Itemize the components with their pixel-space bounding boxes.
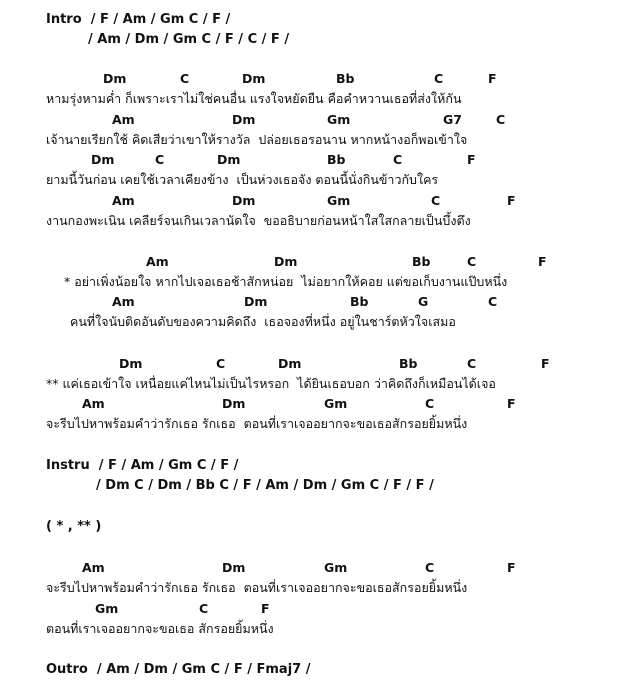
chorus-chord-line-1 bbox=[0, 355, 620, 373]
chord-symbol: Dm bbox=[242, 71, 266, 86]
chord-symbol: C bbox=[216, 356, 226, 371]
chord-symbol: Bb bbox=[336, 71, 355, 86]
chord-symbol: F bbox=[488, 71, 497, 86]
chord-symbol: Dm bbox=[222, 396, 246, 411]
repeat-marker: ( * , ** ) bbox=[46, 519, 102, 534]
instru-line-2: / Dm C / Dm / Bb C / F / Am / Dm / Gm C / F / F / bbox=[96, 478, 434, 493]
chord-symbol: Bb bbox=[350, 294, 369, 309]
chorus-chord-line-2 bbox=[0, 395, 620, 413]
chord-symbol: Dm bbox=[217, 152, 241, 167]
chord-symbol: G bbox=[418, 294, 429, 309]
ending-lyric-line-2: ตอนที่เราเจออยากจะขอเธอ สักรอยยิ้มหนึ่ง bbox=[46, 621, 274, 636]
ending-chord-line-1 bbox=[0, 559, 620, 577]
chord-symbol: Dm bbox=[119, 356, 143, 371]
chorus-lyric-line-2: จะรีบไปหาพร้อมคำว่ารักเธอ รักเธอ ตอนที่เราเจออยากจะขอเธอสักรอยยิ้มหนึ่ง bbox=[46, 416, 468, 431]
chord-symbol: Dm bbox=[232, 193, 256, 208]
chord-symbol: Gm bbox=[95, 601, 119, 616]
chord-symbol: Dm bbox=[278, 356, 302, 371]
chord-symbol: Am bbox=[112, 112, 135, 127]
chord-symbol: C bbox=[431, 193, 441, 208]
chord-symbol: Bb bbox=[399, 356, 418, 371]
chord-symbol: Dm bbox=[103, 71, 127, 86]
chord-symbol: Dm bbox=[232, 112, 256, 127]
chord-symbol: F bbox=[507, 396, 516, 411]
chord-symbol: C bbox=[180, 71, 190, 86]
ending-lyric-line-1: จะรีบไปหาพร้อมคำว่ารักเธอ รักเธอ ตอนที่เราเจออยากจะขอเธอสักรอยยิ้มหนึ่ง bbox=[46, 580, 468, 595]
chord-symbol: C bbox=[155, 152, 165, 167]
chord-symbol: C bbox=[488, 294, 498, 309]
pre-chorus-lyric-line-2: คนที่ใจนับติดอันดับของความคิดถึง เธอจองที่หนึ่ง อยู่ในชาร์ตหัวใจเสมอ bbox=[70, 314, 456, 329]
chord-symbol: Gm bbox=[327, 112, 351, 127]
chord-symbol: C bbox=[496, 112, 506, 127]
intro-line-1: Intro / F / Am / Gm C / F / bbox=[46, 12, 231, 27]
chord-symbol: C bbox=[199, 601, 209, 616]
chord-symbol: Bb bbox=[412, 254, 431, 269]
chord-symbol: F bbox=[507, 193, 516, 208]
outro-line: Outro / Am / Dm / Gm C / F / Fmaj7 / bbox=[46, 662, 311, 677]
chord-symbol: F bbox=[541, 356, 550, 371]
verse1-chord-line-2 bbox=[0, 111, 620, 129]
chord-symbol: C bbox=[393, 152, 403, 167]
chord-symbol: C bbox=[467, 356, 477, 371]
intro-line-2: / Am / Dm / Gm C / F / C / F / bbox=[88, 32, 290, 47]
chord-symbol: C bbox=[434, 71, 444, 86]
pre-chorus-chord-line-2 bbox=[0, 293, 620, 311]
verse1-lyric-line-3: ยามนี้วันก่อน เคยใช้เวลาเคียงข้าง เป็นห่วงเธอจัง ตอนนี้นั่งกินข้าวกับใคร bbox=[46, 172, 439, 187]
verse1-lyric-line-4: งานกองพะเนิน เคลียร์จนเกินเวลานัดใจ ขออธิบายก่อนหน้าใสใสกลายเป็นบึ้งตึง bbox=[46, 213, 471, 228]
chord-symbol: G7 bbox=[443, 112, 462, 127]
chord-symbol: Am bbox=[112, 294, 135, 309]
chord-symbol: Dm bbox=[274, 254, 298, 269]
ending-chord-line-2 bbox=[0, 600, 620, 618]
chord-symbol: Gm bbox=[327, 193, 351, 208]
chord-symbol: Dm bbox=[91, 152, 115, 167]
chord-symbol: C bbox=[425, 396, 435, 411]
verse1-chord-line-4 bbox=[0, 192, 620, 210]
verse1-chord-line-1 bbox=[0, 70, 620, 88]
instru-line-1: Instru / F / Am / Gm C / F / bbox=[46, 458, 239, 473]
pre-chorus-lyric-line-1: * อย่าเพิ่งน้อยใจ หากไปเจอเธอช้าสักหน่อย ไม่อยากให้คอย แต่ขอเก็บงานแป๊บหนึ่ง bbox=[64, 274, 508, 289]
chord-symbol: Bb bbox=[327, 152, 346, 167]
verse1-lyric-line-1: หามรุ่งหามค่ำ ก็เพราะเราไม่ใช่คนอื่น แรงใจหยัดยืน คือคำหวานเธอที่ส่งให้กัน bbox=[46, 91, 462, 106]
chord-symbol: F bbox=[467, 152, 476, 167]
pre-chorus-chord-line-1 bbox=[0, 253, 620, 271]
chord-symbol: Am bbox=[82, 396, 105, 411]
chord-symbol: F bbox=[538, 254, 547, 269]
chord-symbol: Am bbox=[82, 560, 105, 575]
verse1-chord-line-3 bbox=[0, 151, 620, 169]
chord-symbol: Gm bbox=[324, 396, 348, 411]
chord-symbol: C bbox=[425, 560, 435, 575]
chord-symbol: Dm bbox=[244, 294, 268, 309]
chord-symbol: F bbox=[507, 560, 516, 575]
verse1-lyric-line-2: เจ้านายเรียกใช้ คิดเสียว่าเขาให้รางวัล ปล่อยเธอรอนาน หากหน้างอก็พอเข้าใจ bbox=[46, 132, 468, 147]
chorus-lyric-line-1: ** แค่เธอเข้าใจ เหนื่อยแค่ไหนไม่เป็นไรหรอก ได้ยินเธอบอก ว่าคิดถึงก็เหมือนได้เจอ bbox=[46, 376, 496, 391]
chord-symbol: Am bbox=[146, 254, 169, 269]
chord-symbol: Dm bbox=[222, 560, 246, 575]
chord-symbol: C bbox=[467, 254, 477, 269]
chord-symbol: Gm bbox=[324, 560, 348, 575]
chord-symbol: Am bbox=[112, 193, 135, 208]
chord-symbol: F bbox=[261, 601, 270, 616]
